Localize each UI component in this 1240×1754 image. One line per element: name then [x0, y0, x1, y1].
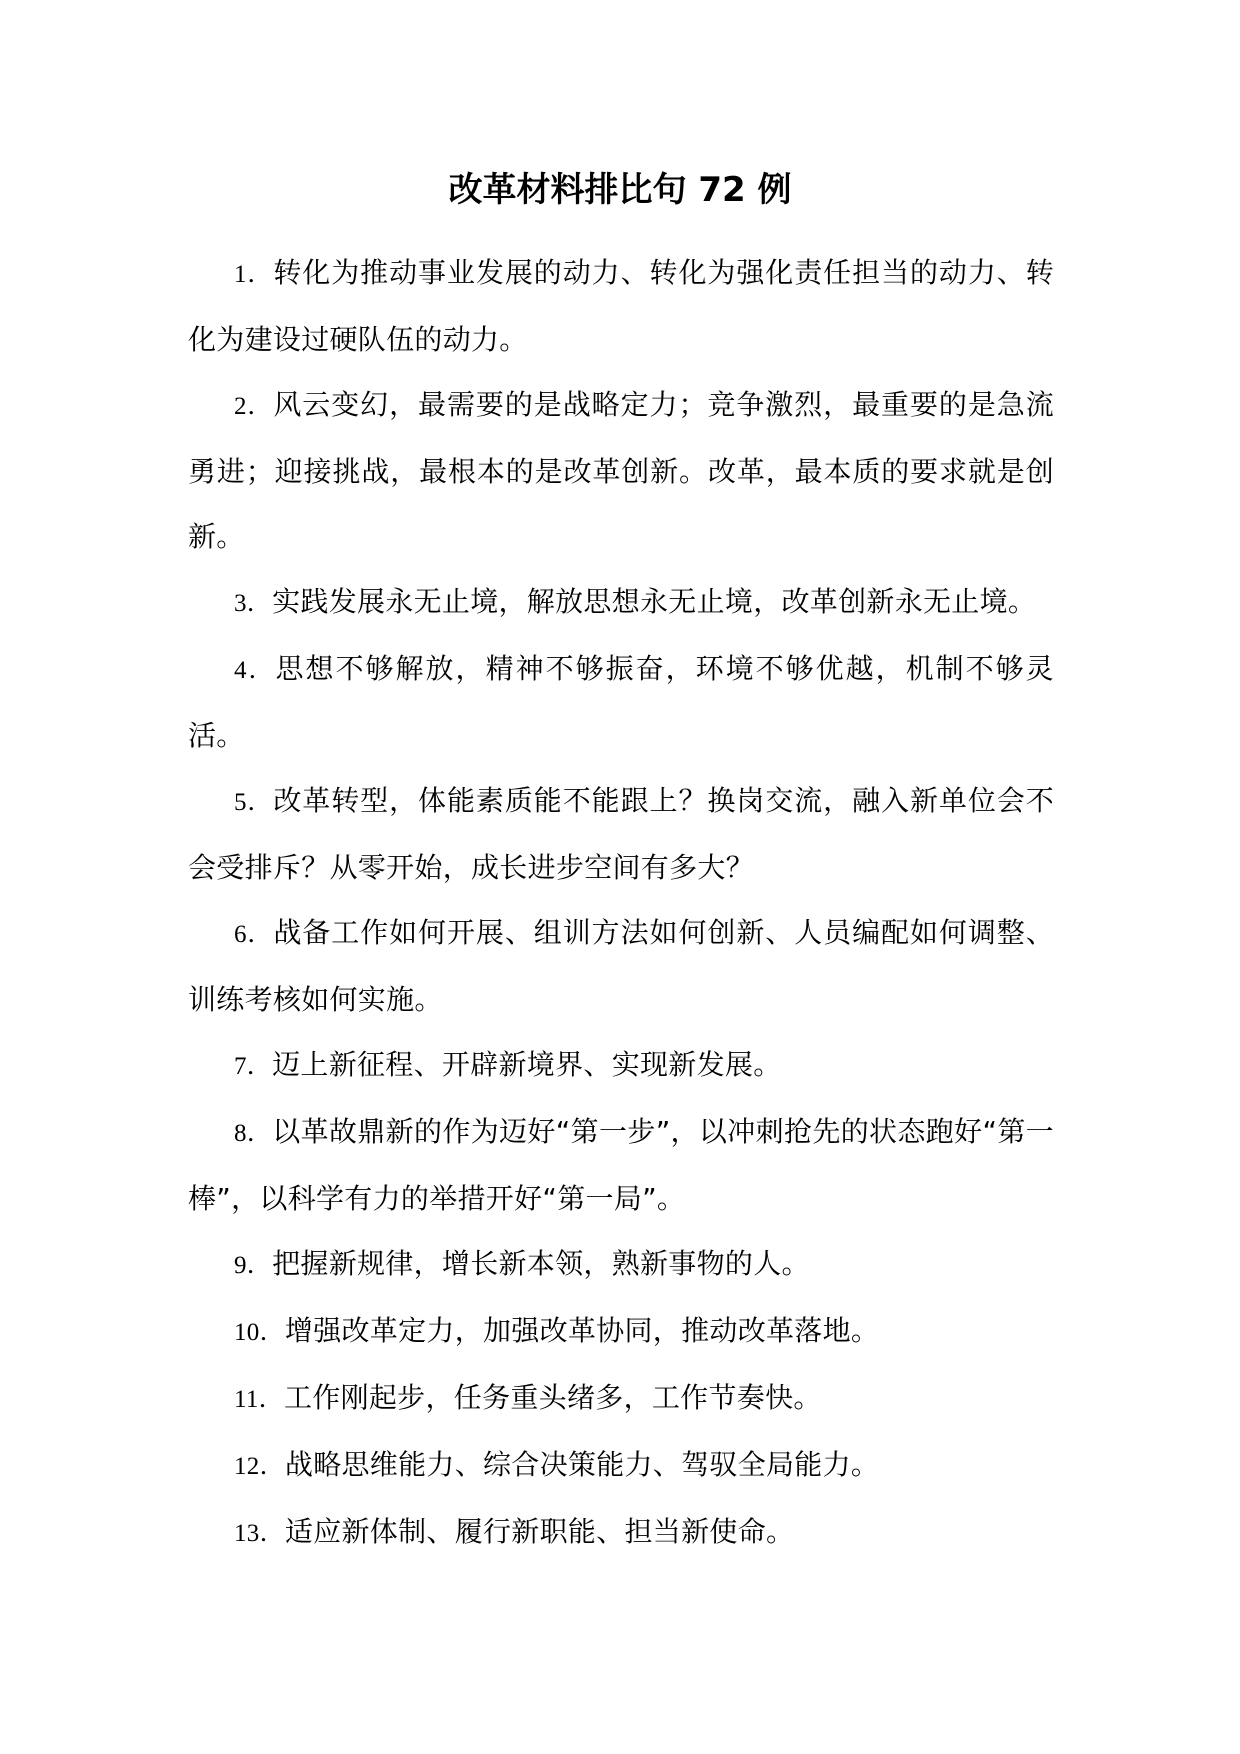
list-item: [188, 569, 1054, 636]
item-number: 4．: [234, 657, 276, 684]
list-item: [188, 1365, 1054, 1432]
item-number: 3．: [234, 590, 273, 617]
item-number: 9．: [234, 1252, 273, 1279]
item-text: 战略思维能力、综合决策能力、驾驭全局能力。: [284, 1448, 880, 1481]
item-text: 风云变幻，最需要的是战略定力；竞争激烈，最重要的是急流勇进；迎接挑战，最根本的是改革创新。改革，最本质的要求就是创新。: [188, 388, 1054, 553]
list-item: [188, 1032, 1054, 1099]
item-text: 改革转型，体能素质能不能跟上？换岗交流，融入新单位会不会受排斥？从零开始，成长进步空间有多大？: [188, 784, 1054, 884]
item-text: 以革故鼎新的作为迈好“第一步”，以冲刺抢先的状态跑好“第一棒”，以科学有力的举措开好“第一局”。: [188, 1115, 1054, 1215]
document-title: 改革材料排比句 72 例: [448, 170, 792, 210]
item-number: 6．: [234, 921, 274, 948]
list-item: [188, 1432, 1054, 1499]
item-number: 8．: [234, 1120, 273, 1147]
list-item: [188, 240, 1054, 372]
item-number: 7．: [234, 1053, 273, 1080]
item-number: 10．: [234, 1319, 285, 1346]
list-item: [188, 1099, 1054, 1231]
item-text: 思想不够解放，精神不够振奋，环境不够优越，机制不够灵活。: [188, 652, 1054, 752]
item-text: 实践发展永无止境，解放思想永无止境，改革创新永无止境。: [272, 585, 1037, 618]
item-text: 转化为推动事业发展的动力、转化为强化责任担当的动力、转化为建设过硬队伍的动力。: [188, 256, 1054, 356]
item-text: 增强改革定力，加强改革协同，推动改革落地。: [284, 1314, 880, 1347]
item-number: 2．: [234, 393, 274, 420]
item-text: 迈上新征程、开辟新境界、实现新发展。: [272, 1048, 782, 1081]
item-text: 适应新体制、履行新职能、担当新使命。: [284, 1515, 795, 1548]
item-text: 战备工作如何开展、组训方法如何创新、人员编配如何调整、训练考核如何实施。: [188, 916, 1054, 1016]
list-item: [188, 768, 1054, 900]
item-number: 13．: [234, 1520, 285, 1547]
item-number: 12．: [234, 1453, 285, 1480]
item-number: 5．: [234, 789, 274, 816]
sentence-list: [188, 240, 1054, 1566]
item-text: 工作刚起步，任务重头绪多，工作节奏快。: [283, 1381, 822, 1414]
item-number: 11．: [234, 1386, 284, 1413]
item-number: 1．: [234, 261, 274, 288]
list-item: [188, 1298, 1054, 1365]
list-item: [188, 1499, 1054, 1566]
list-item: [188, 636, 1054, 768]
item-text: 把握新规律，增长新本领，熟新事物的人。: [272, 1247, 810, 1280]
list-item: [188, 372, 1054, 569]
list-item: [188, 900, 1054, 1032]
list-item: [188, 1231, 1054, 1298]
